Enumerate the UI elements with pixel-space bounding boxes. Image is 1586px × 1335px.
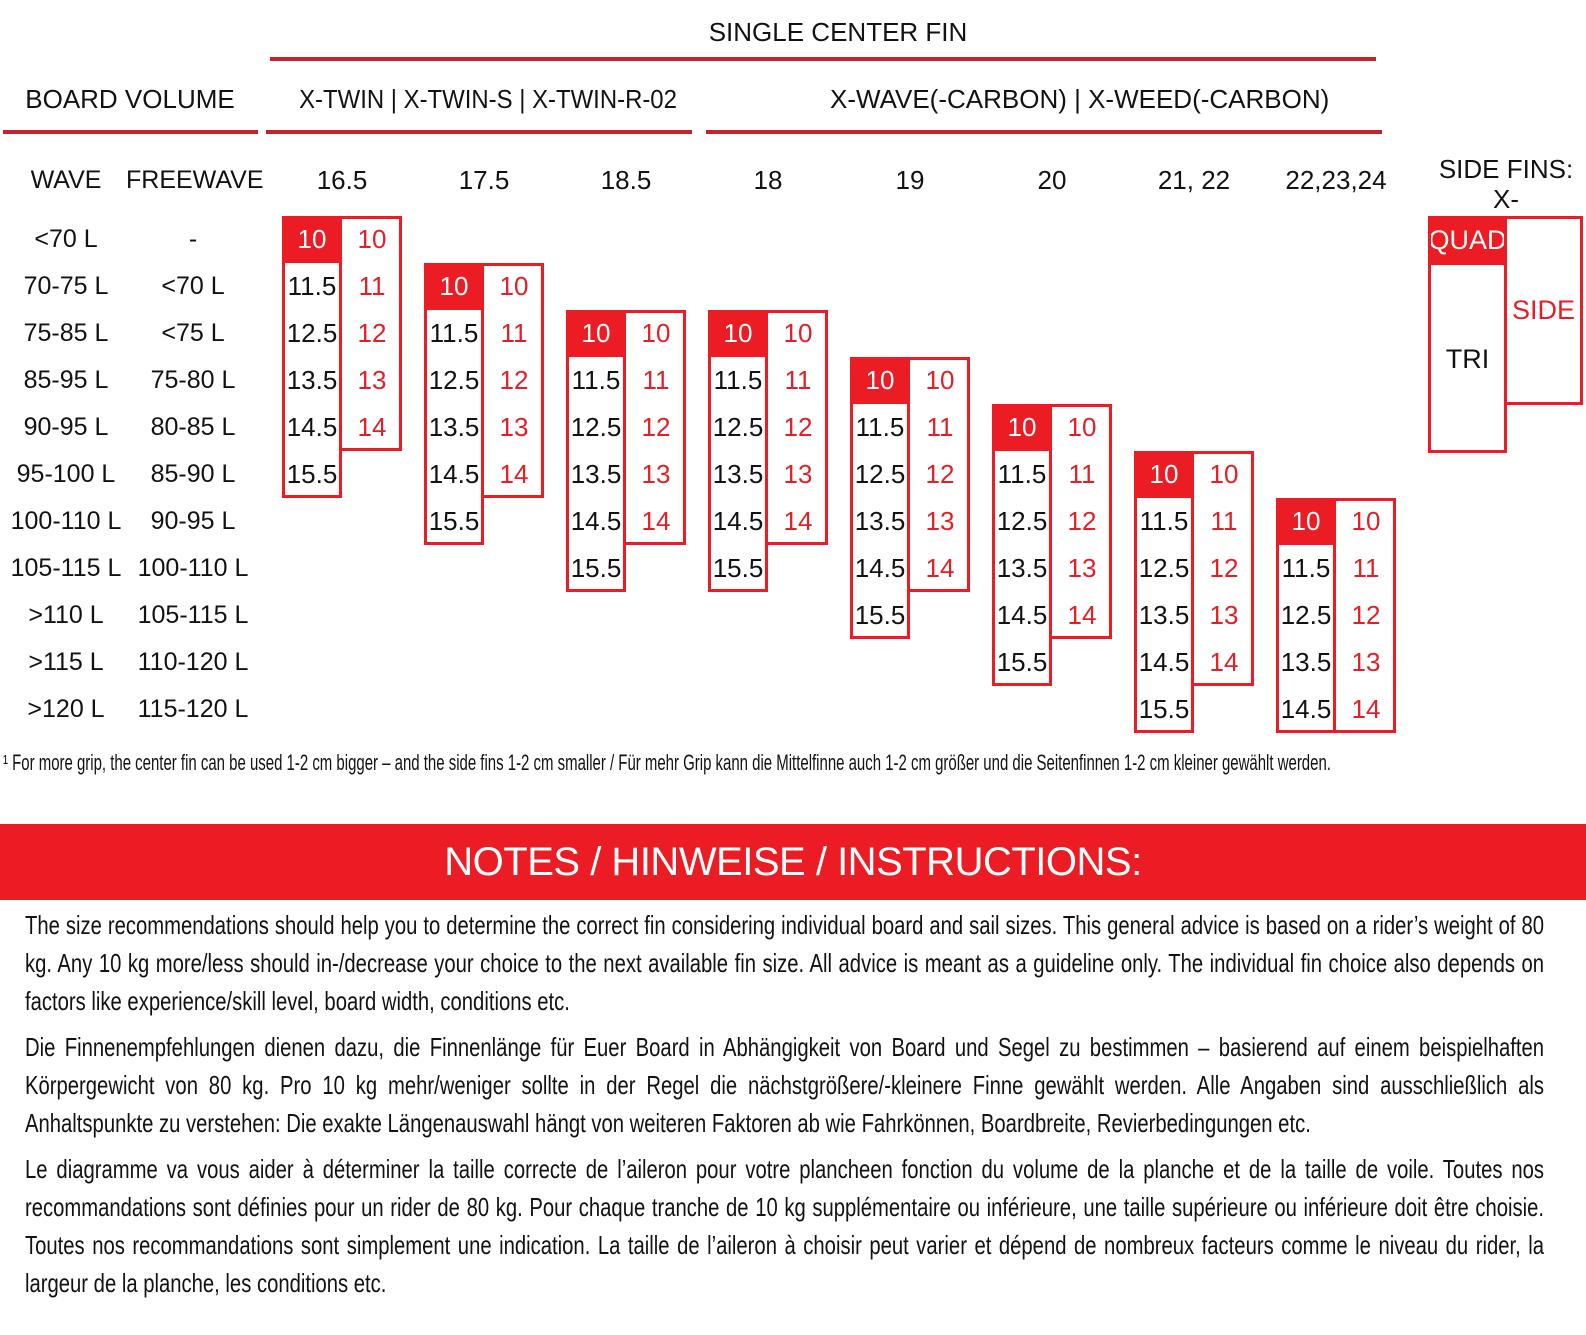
center-fin-cell: 12.5: [996, 506, 1048, 536]
column-header: 16.5: [316, 165, 368, 195]
center-fin-cell-highlight: 10: [424, 263, 484, 310]
center-fin-cell: 14.5: [712, 506, 764, 536]
side-fins-legend-title: [1418, 154, 1586, 214]
center-fin-cell-highlight: 10: [992, 404, 1052, 451]
side-fin-cell: 11: [642, 365, 670, 395]
column-header: 20: [1037, 165, 1067, 195]
side-fin-cell: 12: [1351, 600, 1381, 630]
side-fin-cell: 14: [1067, 600, 1097, 630]
side-fin-cell: 13: [357, 365, 387, 395]
center-fin-cell: 13.5: [570, 459, 622, 489]
wave-volume-label: >120 L: [27, 695, 105, 723]
xwave-group-header: X-WAVE(-CARBON) | X-WEED(-CARBON): [830, 84, 1330, 114]
freewave-volume-label: 80-85 L: [150, 413, 236, 441]
center-fin-cell: 14.5: [854, 553, 906, 583]
center-fin-cell: 13.5: [996, 553, 1048, 583]
center-fin-cell: 15.5: [996, 647, 1048, 677]
table-title: SINGLE CENTER FIN: [708, 17, 968, 47]
freewave-volume-label: 85-90 L: [150, 460, 236, 488]
freewave-volume-label: <70 L: [161, 272, 225, 300]
divider-xwave-group: [706, 130, 1382, 134]
side-fin-cell: 14: [1351, 694, 1381, 724]
wave-volume-label: >110 L: [28, 601, 104, 629]
center-fin-cell: 15.5: [286, 459, 338, 489]
side-fin-cell: 14: [641, 506, 671, 536]
center-fin-cell: 11.5: [1139, 506, 1189, 536]
wave-volume-label: 95-100 L: [16, 460, 116, 488]
center-fin-cell: 12.5: [712, 412, 764, 442]
center-fin-cell: 11.5: [429, 318, 479, 348]
wave-volume-label: >115 L: [28, 648, 104, 676]
center-fin-cell: 12.5: [1280, 600, 1332, 630]
notes-banner: [0, 824, 1586, 900]
legend-quad-cell: QUAD: [1428, 216, 1507, 265]
freewave-volume-label: 90-95 L: [150, 507, 236, 535]
column-header: 18: [753, 165, 783, 195]
center-fin-cell: 14.5: [996, 600, 1048, 630]
wave-volume-label: 100-110 L: [10, 507, 122, 535]
column-header: 22,23,24: [1285, 165, 1387, 195]
side-fin-cell: 12: [641, 412, 671, 442]
freewave-volume-label: -: [188, 225, 198, 253]
side-fin-cell: 13: [783, 459, 813, 489]
note-paragraph-fr: Le diagramme va vous aider à déterminer la taille correcte de l’aileron pour votre plancheen fonction du volume de la planche et de la taille de voile. Toutes nos recommandations sont définies pour un rider de 80 kg. Pour chaque tranche de 10 kg supplémentaire ou inférieure, une taille supérieure ou inférieure doit être choisie. Toutes nos recommandations sont simplement une indication. La taille de l’aileron à choisir peut varier et dépend de nombreux facteurs comme le niveau du rider, la largeur de la planche, les conditions etc.: [25, 1154, 1545, 1298]
center-fin-cell-highlight: 10: [566, 310, 626, 357]
divider-board-volume: [3, 130, 258, 134]
center-fin-cell-highlight: 10: [1276, 498, 1336, 545]
freewave-volume-label: 115-120 L: [137, 695, 249, 723]
freewave-volume-label: 100-110 L: [137, 554, 249, 582]
column-header: 17.5: [458, 165, 510, 195]
center-fin-cell: 13.5: [1280, 647, 1332, 677]
center-fin-cell: 15.5: [1138, 694, 1190, 724]
center-fin-cell: 11.5: [1281, 553, 1331, 583]
side-fin-cell: 10: [1351, 506, 1381, 536]
wave-volume-label: <70 L: [34, 225, 98, 253]
side-fin-cell: 13: [1209, 600, 1239, 630]
xtwin-group-header: X-TWIN | X-TWIN-S | X-TWIN-R-02: [299, 84, 677, 114]
side-fin-cell: 10: [925, 365, 955, 395]
divider-top: [270, 57, 1376, 61]
center-fin-cell-highlight: 10: [282, 216, 342, 263]
wave-volume-label: 85-95 L: [23, 366, 109, 394]
side-fin-cell: 10: [1209, 459, 1239, 489]
side-fin-cell: 14: [357, 412, 387, 442]
side-fin-cell: 13: [1067, 553, 1097, 583]
side-fin-cell: 12: [1209, 553, 1239, 583]
center-fin-cell: 13.5: [286, 365, 338, 395]
side-fin-cell: 13: [641, 459, 671, 489]
side-fin-cell: 11: [358, 271, 386, 301]
notes-text: [25, 906, 1544, 1310]
wave-volume-label: 105-115 L: [10, 554, 122, 582]
legend-side-label: SIDE: [1511, 295, 1576, 325]
center-fin-cell: 14.5: [1280, 694, 1332, 724]
side-fins-subtitle-line: X-: [1493, 184, 1519, 214]
center-fin-cell: 11.5: [571, 365, 621, 395]
side-fin-cell: 12: [1067, 506, 1097, 536]
side-fin-cell: 14: [783, 506, 813, 536]
side-fin-cell: 13: [499, 412, 529, 442]
side-fin-cell: 13: [1351, 647, 1381, 677]
freewave-volume-label: 105-115 L: [137, 601, 249, 629]
side-fin-cell: 11: [500, 318, 528, 348]
center-fin-cell: 14.5: [428, 459, 480, 489]
center-fin-cell: 15.5: [854, 600, 906, 630]
wave-volume-label: 75-85 L: [23, 319, 109, 347]
side-fin-cell: 11: [1352, 553, 1380, 583]
side-fin-cell: 12: [783, 412, 813, 442]
side-fin-cell: 13: [925, 506, 955, 536]
center-fin-cell: 11.5: [997, 459, 1047, 489]
column-header: 18.5: [600, 165, 652, 195]
center-fin-cell: 11.5: [287, 271, 337, 301]
center-fin-cell-highlight: 10: [1134, 451, 1194, 498]
center-fin-cell: 12.5: [1138, 553, 1190, 583]
notes-banner-text: NOTES / HINWEISE / INSTRUCTIONS:: [444, 839, 1142, 884]
side-fin-cell: 11: [1068, 459, 1096, 489]
center-fin-cell: 13.5: [712, 459, 764, 489]
side-fin-cell: 11: [926, 412, 954, 442]
freewave-volume-label: <75 L: [161, 319, 225, 347]
side-fin-cell: 10: [783, 318, 813, 348]
freewave-volume-label: 110-120 L: [137, 648, 249, 676]
side-fin-cell: 12: [357, 318, 387, 348]
side-fin-cell: 11: [1210, 506, 1238, 536]
center-fin-cell: 11.5: [855, 412, 905, 442]
center-fin-cell: 14.5: [286, 412, 338, 442]
center-fin-cell: 12.5: [570, 412, 622, 442]
center-fin-cell: 14.5: [570, 506, 622, 536]
center-fin-cell: 13.5: [854, 506, 906, 536]
side-fin-cell: 10: [1067, 412, 1097, 442]
legend-tri-label: TRI: [1445, 343, 1490, 374]
side-fin-cell: 11: [784, 365, 812, 395]
wave-column-header: WAVE: [30, 166, 102, 194]
side-fin-cell: 14: [925, 553, 955, 583]
side-fin-cell: 14: [1209, 647, 1239, 677]
center-fin-cell: 13.5: [428, 412, 480, 442]
note-paragraph-en: The size recommendations should help you to determine the correct fin considering individual board and sail sizes. This general advice is based on a rider’s weight of 80 kg. Any 10 kg more/less should in-/decrease your choice to the next available fin size. All advice is meant as a guideline only. The individual fin choice also depends on factors like experience/skill level, board width, conditions etc.: [25, 910, 1545, 1016]
side-fins-title-line: SIDE FINS:: [1438, 154, 1574, 184]
side-fin-cell: 12: [499, 365, 529, 395]
center-fin-cell: 15.5: [712, 553, 764, 583]
center-fin-cell-highlight: 10: [708, 310, 768, 357]
divider-xtwin-group: [266, 130, 692, 134]
column-header: 19: [895, 165, 925, 195]
center-fin-cell: 13.5: [1138, 600, 1190, 630]
legend-side-box: [1504, 216, 1583, 405]
footnote-text: ¹ For more grip, the center fin can be used 1-2 cm bigger – and the side fins 1-2 cm smaller / Für mehr Grip kann die Mittelfinne auch 1-2 cm größer und die Seitenfinnen 1-2 cm kleiner gewählt werden.: [3, 750, 1331, 775]
wave-volume-label: 70-75 L: [23, 272, 109, 300]
footnote: [3, 747, 1586, 779]
side-fin-cell: 14: [499, 459, 529, 489]
wave-volume-label: 90-95 L: [23, 413, 109, 441]
center-fin-cell-highlight: 10: [850, 357, 910, 404]
side-fin-cell: 12: [925, 459, 955, 489]
column-header: 21, 22: [1157, 165, 1231, 195]
freewave-column-header: FREEWAVE: [126, 166, 264, 194]
note-paragraph-de: Die Finnenempfehlungen dienen dazu, die Finnenlänge für Euer Board in Abhängigkeit von Board und Segel zu bestimmen – basierend auf einem beispielhaften Körpergewicht von 80 kg. Pro 10 kg mehr/weniger sollte in der Regel die nächstgrößere/-kleinere Finne gewählt werden. Alle Angaben sind ausschließlich als Anhaltspunkte zu verstehen: Die exakte Längenauswahl hängt von weiteren Faktoren ab wie Fahrkönnen, Boardbreite, Revierbedingungen etc.: [25, 1032, 1545, 1138]
center-fin-cell: 12.5: [286, 318, 338, 348]
center-fin-cell: 11.5: [713, 365, 763, 395]
freewave-volume-label: 75-80 L: [150, 366, 236, 394]
center-fin-cell: 12.5: [428, 365, 480, 395]
side-fin-cell: 10: [357, 224, 387, 254]
center-fin-cell: 15.5: [570, 553, 622, 583]
side-fin-cell: 10: [499, 271, 529, 301]
side-fin-cell: 10: [641, 318, 671, 348]
center-fin-cell: 14.5: [1138, 647, 1190, 677]
center-fin-cell: 15.5: [428, 506, 480, 536]
center-fin-cell: 12.5: [854, 459, 906, 489]
board-volume-header: BOARD VOLUME: [25, 84, 235, 114]
